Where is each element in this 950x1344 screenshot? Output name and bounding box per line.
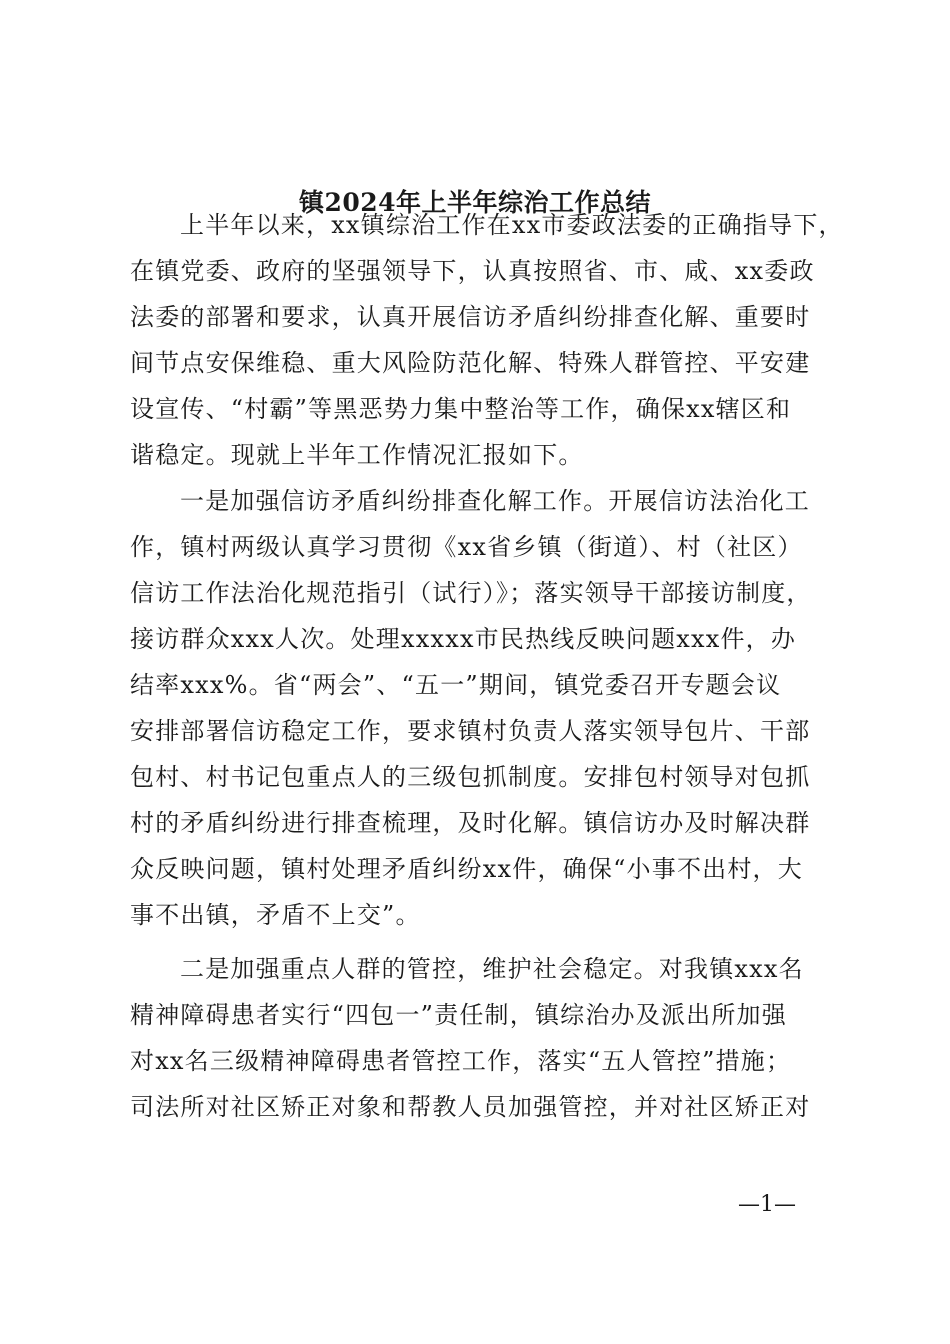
body-line: 上半年以来，xx镇综治工作在xx市委政法委的正确指导下，	[180, 211, 844, 239]
body-line: 司法所对社区矫正对象和帮教人员加强管控，并对社区矫正对	[130, 1093, 811, 1121]
body-line: 间节点安保维稳、重大风险防范化解、特殊人群管控、平安建	[130, 349, 811, 377]
body-line: 对xx名三级精神障碍患者管控工作，落实“五人管控”措施；	[130, 1047, 792, 1075]
body-line: 一是加强信访矛盾纠纷排查化解工作。开展信访法治化工	[180, 487, 810, 515]
body-line: 事不出镇，矛盾不上交”。	[130, 901, 421, 929]
body-line: 安排部署信访稳定工作，要求镇村负责人落实领导包片、干部	[130, 717, 811, 745]
body-line: 法委的部署和要求，认真开展信访矛盾纠纷排查化解、重要时	[130, 303, 811, 331]
document-title: 镇2024年上半年综治工作总结	[298, 188, 652, 217]
body-line: 结率xxx%。省“两会”、“五一”期间，镇党委召开专题会议	[130, 671, 782, 699]
body-line: 包村、村书记包重点人的三级包抓制度。安排包村领导对包抓	[130, 763, 811, 791]
body-line: 作，镇村两级认真学习贯彻《xx省乡镇（街道）、村（社区）	[130, 533, 803, 561]
body-line: 谐稳定。现就上半年工作情况汇报如下。	[130, 441, 584, 469]
body-line: 二是加强重点人群的管控，维护社会稳定。对我镇xxx名	[180, 955, 804, 983]
body-line: 村的矛盾纠纷进行排查梳理，及时化解。镇信访办及时解决群	[130, 809, 811, 837]
body-line: 设宣传、“村霸”等黑恶势力集中整治等工作，确保xx辖区和	[130, 395, 792, 423]
page-number: —1—	[738, 1192, 796, 1217]
body-line: 在镇党委、政府的坚强领导下，认真按照省、市、咸、xx委政	[130, 257, 815, 285]
body-line: 信访工作法治化规范指引（试行）》；落实领导干部接访制度，	[130, 579, 812, 607]
body-line: 接访群众xxx人次。处理xxxxx市民热线反映问题xxx件，办	[130, 625, 797, 653]
body-line: 精神障碍患者实行“四包一”责任制，镇综治办及派出所加强	[130, 1001, 787, 1029]
body-line: 众反映问题，镇村处理矛盾纠纷xx件，确保“小事不出村，大	[130, 855, 803, 883]
